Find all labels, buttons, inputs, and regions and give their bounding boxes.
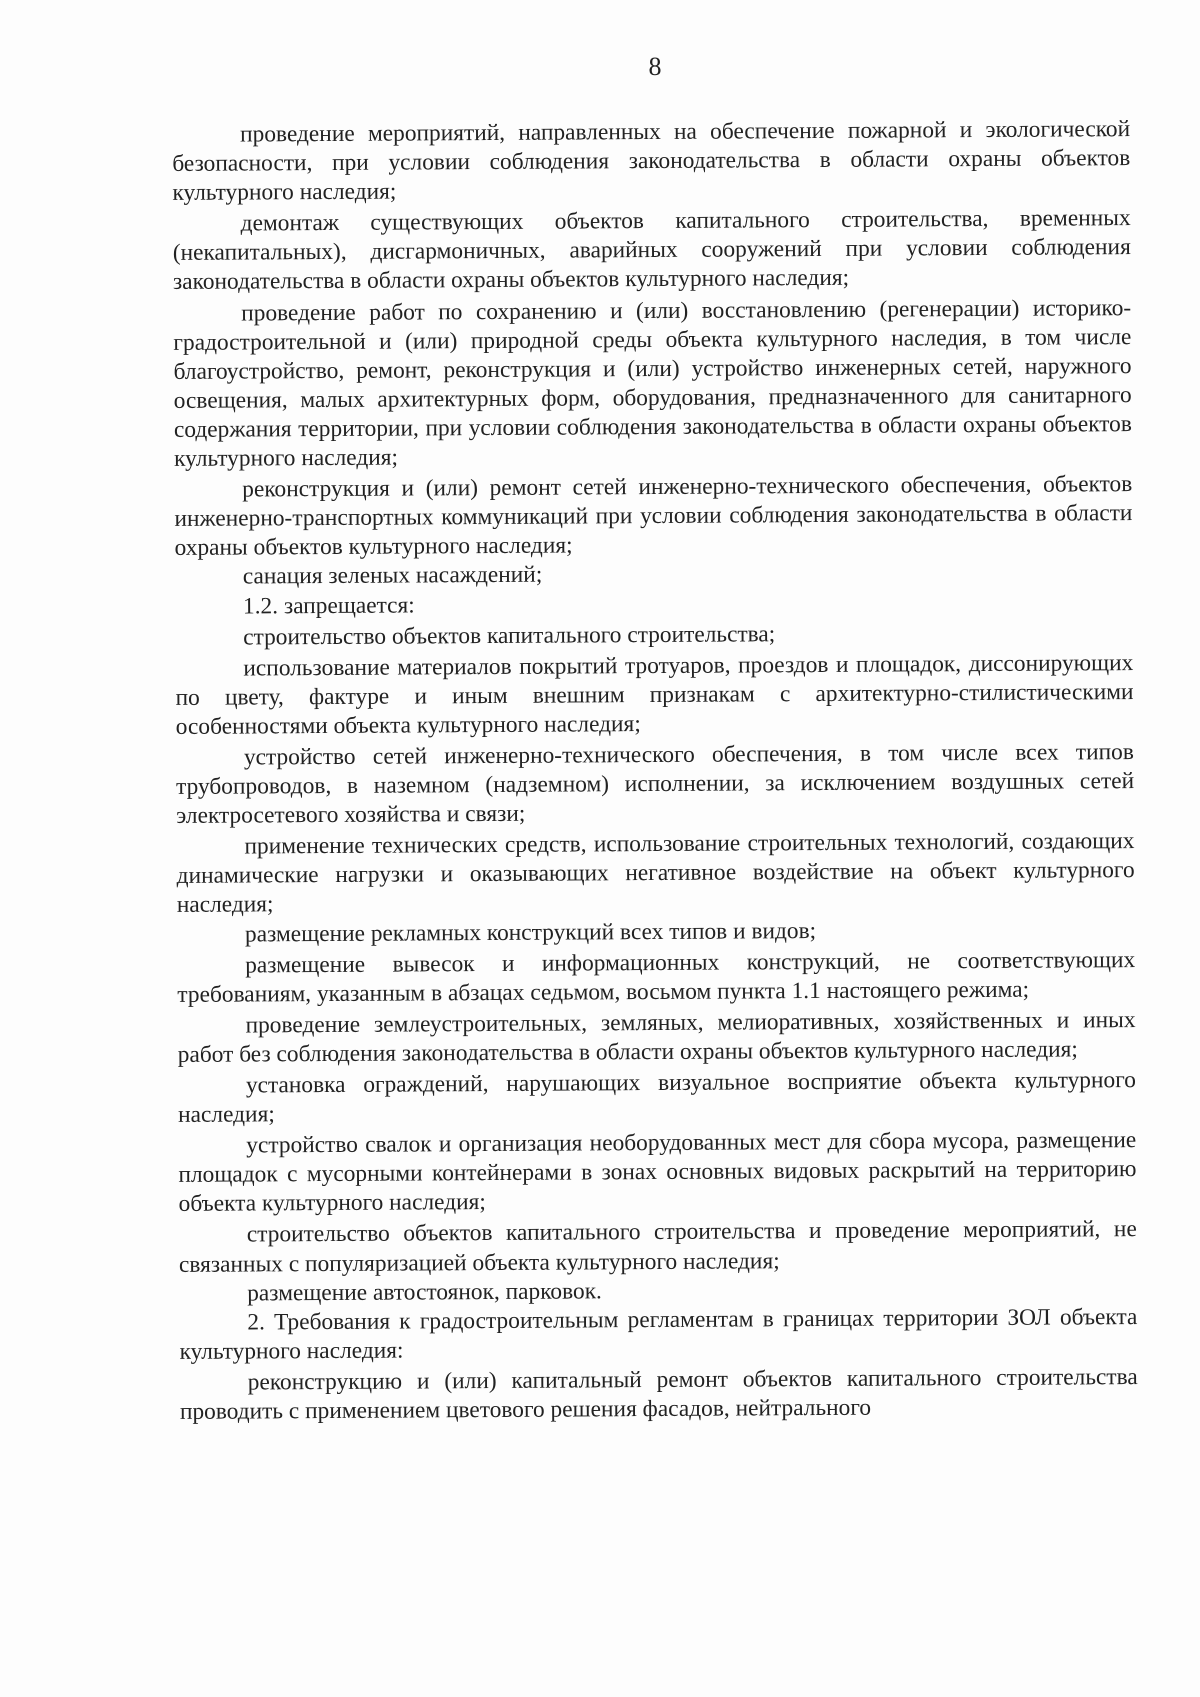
paragraph-above-ground-networks: устройство сетей инженерно-технического обеспечения, в том числе всех типов трубопроводов, в наземном (надземном) исполнении, за исключением воздушных сетей электросетевого хозяйства и связи; xyxy=(175,739,1135,830)
paragraph-advertising-structures: размещение рекламных конструкций всех типов и видов; xyxy=(244,917,817,948)
paragraph-unrelated-construction: строительство объектов капитального строительства и проведение мероприятий, не связанных с популяризацией объекта культурного наследия; xyxy=(178,1216,1137,1278)
paragraph-demolition: демонтаж существующих объектов капитального строительства, временных (некапитальных), дисгармоничных, аварийных сооружений при условии соблюдения законодательства в области охраны объектов культурного наследия; xyxy=(172,205,1131,296)
paragraph-fences: установка ограждений, нарушающих визуальное восприятие объекта культурного наследия; xyxy=(178,1067,1136,1129)
document-body xyxy=(172,115,1138,1427)
paragraph-facade-color: реконструкцию и (или) капитальный ремонт объектов капитального строительства проводить с применением цветового решения фасадов, нейтрального xyxy=(179,1363,1138,1425)
paragraph-utility-networks-repair: реконструкция и (или) ремонт сетей инженерно-технического обеспечения, объектов инженерно-транспортных коммуникаций при условии соблюдения законодательства в области охраны объектов культурного наследия; xyxy=(174,471,1133,562)
paragraph-environment-restoration: проведение работ по сохранению и (или) восстановлению (регенерации) историко-градостроительной и (или) природной среды объекта культурного наследия, в том числе благоустройство, ремонт, реконструкция и (или) устройство инженерных сетей, наружного освещения, малых архитектурных форм, оборудования, предназначенного для санитарного содержания территории, при условии соблюдения законодательства в области охраны объектов культурного наследия; xyxy=(173,294,1132,472)
paragraph-green-sanitation: санация зеленых насаждений; xyxy=(242,562,543,590)
paragraph-paving-materials: использование материалов покрытий тротуаров, проездов и площадок, диссонирующих по цвету, фактуре и иным внешним признакам с архитектурно-стилистическими особенностями объекта культурного наследия; xyxy=(175,649,1134,740)
paragraph-fire-ecology-safety: проведение мероприятий, направленных на обеспечение пожарной и экологической безопасности, при условии соблюдения законодательства в области охраны объектов культурного наследия; xyxy=(172,116,1131,207)
paragraph-parking: размещение автостоянок, парковок. xyxy=(247,1277,602,1307)
paragraph-dynamic-loads: применение технических средств, использование строительных технологий, создающих динамические нагрузки и оказывающих негативное воздействие на объект культурного наследия; xyxy=(176,828,1135,919)
paragraph-waste-sites: устройство свалок и организация необорудованных мест для сбора мусора, размещение площадок с мусорными контейнерами в зонах основных видовых раскрытий на территорию объекта культурного наследия; xyxy=(178,1127,1137,1218)
paragraph-section-2-heading: 2. Требования к градостроительным регламентам в границах территории ЗОЛ объекта культурного наследия: xyxy=(179,1303,1138,1365)
page-number: 8 xyxy=(648,52,662,81)
paragraph-section-1-2-heading: 1.2. запрещается: xyxy=(242,591,415,620)
paragraph-capital-construction-ban: строительство объектов капитального строительства; xyxy=(243,620,776,651)
paragraph-earthworks: проведение землеустроительных, земляных, мелиоративных, хозяйственных и иных работ без соблюдения законодательства в области охраны объектов культурного наследия; xyxy=(177,1006,1136,1068)
paragraph-signage: размещение вывесок и информационных конструкций, не соответствующих требованиям, указанным в абзацах седьмом, восьмом пункта 1.1 настоящего режима; xyxy=(177,946,1136,1008)
